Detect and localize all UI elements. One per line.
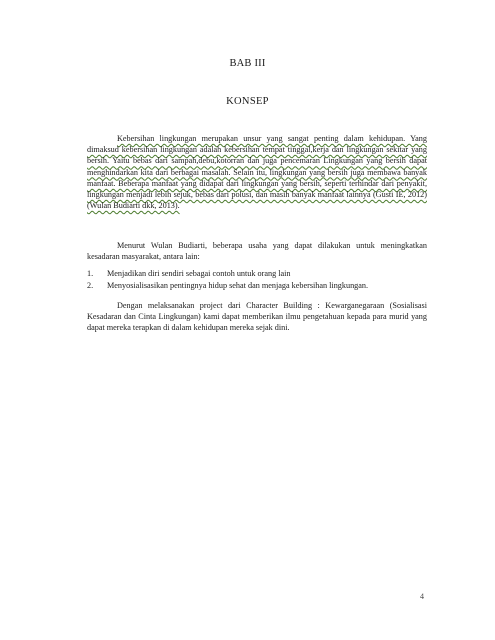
chapter-heading: BAB III: [229, 58, 266, 69]
section-title: KONSEP: [226, 96, 269, 107]
page-number: 4: [420, 592, 424, 601]
list-number: 2.: [87, 280, 94, 290]
list-text: Menjadikan diri sendiri sebagai contoh untuk orang lain: [107, 269, 291, 278]
list-item: [87, 268, 427, 280]
effort-list: [87, 268, 427, 291]
list-item: [87, 280, 427, 292]
paragraph-project: Dengan melaksanakan project dari Character Building : Kewarganegaraan (Sosialisasi Kesadaran dan Cinta Lingkungan) kami dapat memberikan ilmu pengetahuan kepada para murid yang dapat mereka terapkan di dalam kehidupan mereka sejak dini.: [87, 301, 427, 333]
list-text: Menyosialisasikan pentingnya hidup sehat dan menjaga kebersihan lingkungan.: [107, 280, 369, 290]
paragraph-kebersihan-text: Kebersihan lingkungan merupakan unsur yang sangat penting dalam kehidupan. Yang dimaksud kebersihan lingkungan adalah kebersihan tempat tinggal,kerja dan lingkungan sekitar yang bersih. Yaitu bebas dari sampah,debu,kotorran dan juga pencemaran Lingkungan yang bersih dapat menghindarkan kita dari berbagai masalah. Selain itu, lingkungan yang bersih juga membawa banyak manfaat. Beberapa manfaat yang didapat dari lingkungan yang bersih, seperti terhindar dari penyakit, lingkungan menjadi lebih sejuk, bebas dari polusi, dan masih banyak manfaat lainnya (Gusti IE, 2012) (Wulan Budiarti dkk, 2013).: [87, 134, 427, 211]
paragraph-kebersihan: [87, 133, 427, 211]
list-number: 1.: [87, 269, 94, 278]
paragraph-menurut: Menurut Wulan Budiarti, beberapa usaha yang dapat dilakukan untuk meningkatkan kesadaran masyarakat, antara lain:: [87, 241, 427, 262]
